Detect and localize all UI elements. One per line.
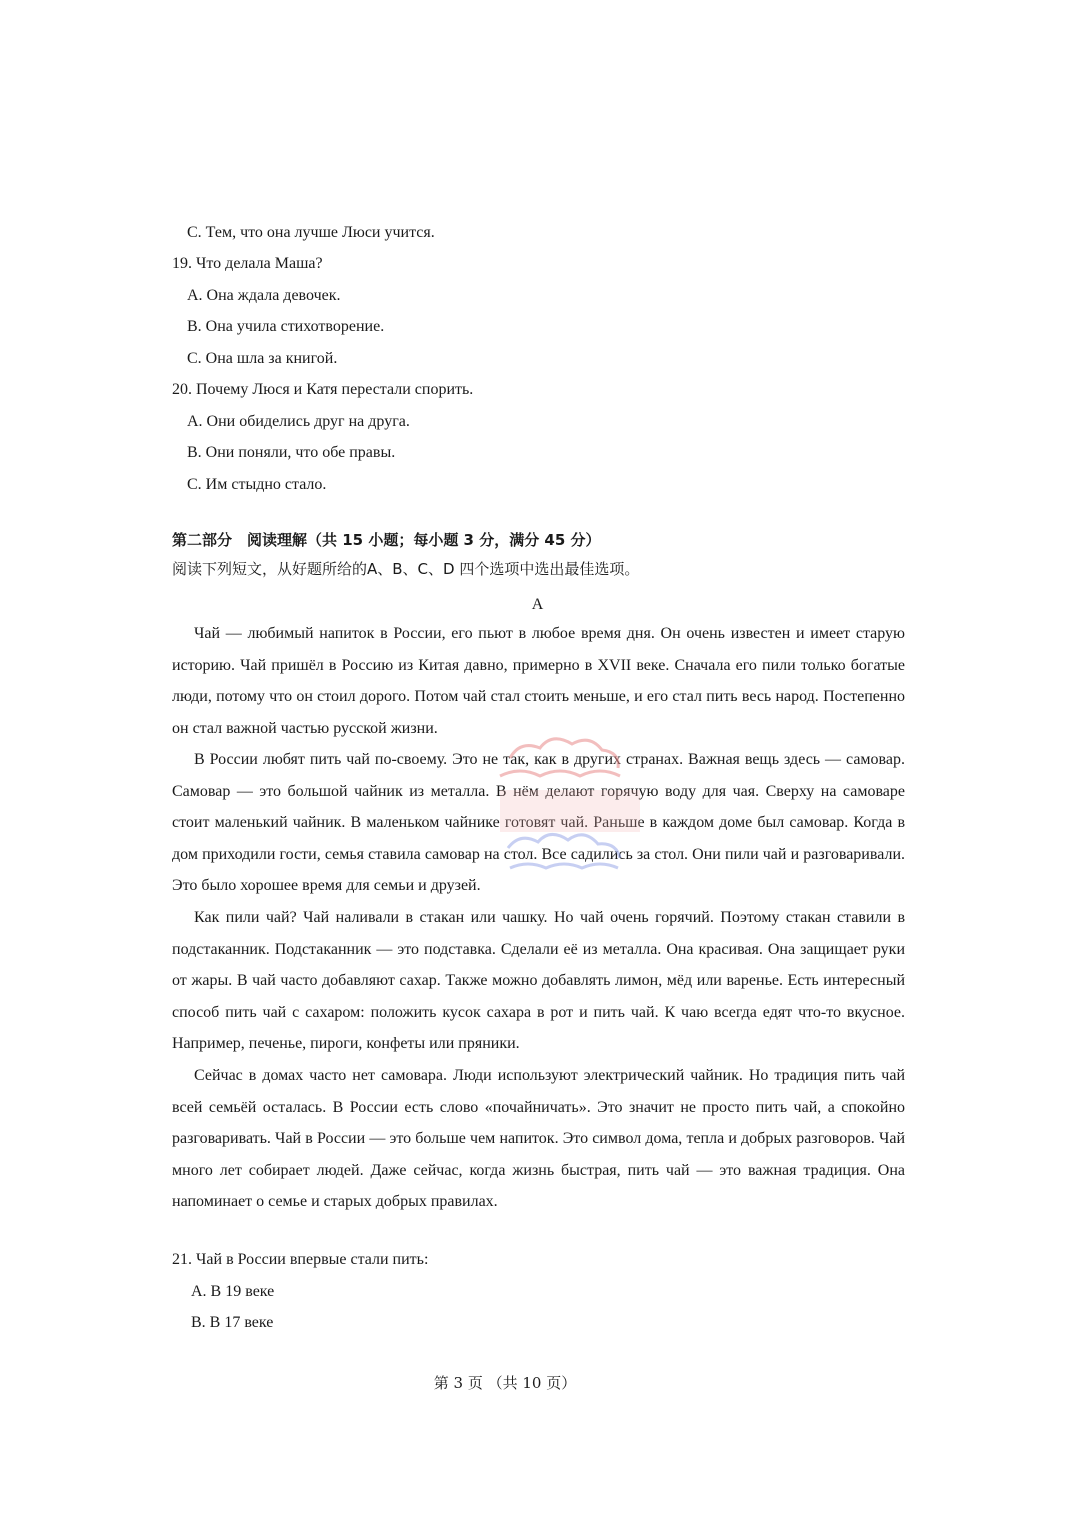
q18-option-c: C. Тем, что она лучше Люси учится.: [187, 224, 435, 241]
passage-label: A: [531, 596, 544, 613]
passage-paragraph-2: В России любят пить чай по-своему. Это не так, как в других странах. Важная вещь здесь — самовар. Самовар — это большой чайник из металла. В нём делают горячую воду для чая. Сверху на самоваре стоит маленький чайник. В маленьком чайнике готовят чай. Раньше в каждом доме был самовар. Когда в дом приходили гости, семья ставила самовар на стол. Все садились за стол. Они пили чай и разговаривали. Это было хорошее время для семьи и друзей.: [172, 751, 905, 895]
passage-paragraph-4: Сейчас в домах часто нет самовара. Люди используют электрический чайник. Но традиция пить чай всей семьёй осталась. В России есть слово «почайничать». Это значит не просто пить чай, а спокойно разговаривать. Чай в России — это больше чем напиток. Это символ дома, тепла и добрых разговоров. Чай много лет собирает людей. Даже сейчас, когда жизнь быстрая, пить чай — это важная традиция. Она напоминает о семье и старых добрых правилах.: [172, 1067, 905, 1211]
q19-question: 19. Что делала Маша?: [172, 255, 323, 272]
q19-option-a: A. Она ждала девочек.: [187, 287, 341, 304]
q21-option-b: B. В 17 веке: [191, 1314, 274, 1331]
q20-option-b: B. Они поняли, что обе правы.: [187, 444, 396, 461]
q21-question: 21. Чай в России впервые стали пить:: [172, 1251, 429, 1268]
passage-paragraph-1: Чай — любимый напиток в России, его пьют в любое время дня. Он очень известен и имеет старую историю. Чай пришёл в Россию из Китая давно, примерно в XVII веке. Сначала его пили только богатые люди, потому что он стоил дорого. Потом чай стал стоить меньше, и его стал пить весь народ. Постепенно он стал важной частью русской жизни.: [172, 625, 905, 737]
q20-option-a: A. Они обиделись друг на друга.: [187, 413, 410, 430]
q19-option-b: B. Она учила стихотворение.: [187, 318, 385, 335]
q20-option-c: C. Им стыдно стало.: [187, 476, 327, 493]
q21-option-a: A. В 19 веке: [191, 1283, 275, 1300]
page-number-footer: 第 3 页 （共 10 页）: [433, 1374, 577, 1392]
cloud-logo-watermark-icon: [480, 728, 660, 898]
passage-paragraph-3: Как пили чай? Чай наливали в стакан или чашку. Но чай очень горячий. Поэтому стакан ставили в подстаканник. Подстаканник — это подставка. Сделали её из металла. Она красивая. Она защищает руки от жары. В чай часто добавляют сахар. Также можно добавлять лимон, мёд или варенье. Есть интересный способ пить чай с сахаром: положить кусок сахара в рот и пить чай. К чаю всегда едят что-то вкусное. Например, печенье, пироги, конфеты или пряники.: [172, 909, 905, 1053]
section-title: 第二部分 阅读理解（共 15 小题；每小题 3 分，满分 45 分）: [172, 531, 601, 549]
q20-question: 20. Почему Люся и Катя перестали спорить.: [172, 381, 474, 398]
q19-option-c: C. Она шла за книгой.: [187, 350, 338, 367]
section-instruction: 阅读下列短文，从好题所给的A、B、C、D 四个选项中选出最佳选项。: [172, 560, 640, 578]
